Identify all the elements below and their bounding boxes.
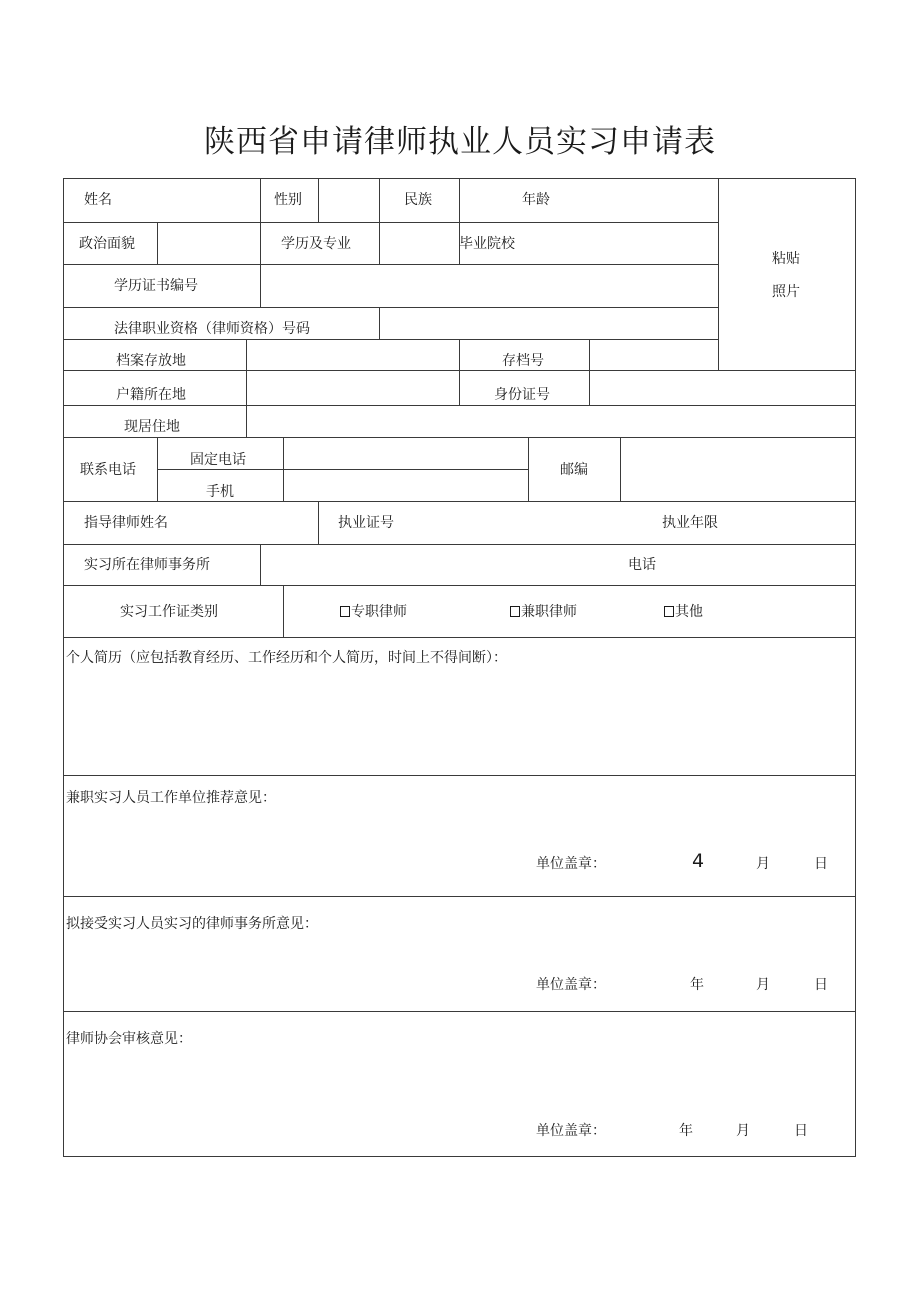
household-registration-label: 户籍所在地 (116, 387, 186, 403)
table-line (260, 222, 261, 264)
section3-seal-label: 单位盖章： (536, 1123, 606, 1139)
table-line (260, 178, 261, 222)
table-line (459, 178, 460, 222)
table-line (718, 178, 719, 370)
table-line (379, 307, 380, 339)
legal-qualification-number-label: 法律职业资格（律师资格）号码 (114, 321, 310, 337)
checkbox-icon[interactable] (664, 606, 674, 617)
gender-label: 性别 (274, 192, 302, 208)
section1-day: 日 (814, 856, 828, 872)
table-line (528, 437, 529, 501)
mentor-name-label: 指导律师姓名 (84, 515, 168, 531)
ethnicity-label: 民族 (404, 192, 432, 208)
name-label: 姓名 (84, 192, 112, 208)
mobile-label: 手机 (206, 484, 234, 500)
table-line (157, 437, 158, 501)
option-label: 其他 (675, 604, 703, 620)
table-line (379, 178, 380, 222)
section3-year: 年 (679, 1123, 693, 1139)
table-line (63, 178, 64, 1156)
section2-day: 日 (814, 977, 828, 993)
school-label: 毕业院校 (459, 236, 515, 252)
option-full-time-lawyer[interactable] (340, 604, 407, 620)
bar-association-review-label: 律师协会审核意见： (66, 1031, 192, 1047)
table-line (260, 544, 261, 585)
diploma-number-label: 学历证书编号 (114, 278, 198, 294)
internship-firm-label: 实习所在律师事务所 (84, 557, 210, 573)
section3-day: 日 (794, 1123, 808, 1139)
table-line (63, 637, 856, 638)
table-line (63, 437, 856, 438)
table-line (63, 307, 718, 308)
table-line (620, 437, 621, 501)
photo-label-line1: 粘贴 (772, 251, 800, 267)
table-line (318, 501, 319, 544)
table-line (157, 469, 528, 470)
table-line (63, 775, 856, 776)
id-number-label: 身份证号 (494, 387, 550, 403)
contact-phone-label: 联系电话 (80, 462, 136, 478)
age-label: 年龄 (522, 192, 550, 208)
table-line (459, 339, 460, 405)
photo-label-line2: 照片 (772, 284, 800, 300)
landline-label: 固定电话 (190, 452, 246, 468)
table-line (157, 222, 158, 264)
table-line (246, 339, 247, 437)
certificate-type-label: 实习工作证类别 (120, 604, 218, 620)
section2-seal-label: 单位盖章： (536, 977, 606, 993)
license-number-label: 执业证号 (338, 515, 394, 531)
option-part-time-lawyer[interactable] (510, 604, 577, 620)
table-line (63, 1011, 856, 1012)
table-line (283, 585, 284, 637)
section3-month: 月 (736, 1123, 750, 1139)
postcode-label: 邮编 (560, 462, 588, 478)
table-line (283, 437, 284, 501)
residence-label: 现居住地 (124, 419, 180, 435)
section1-year: 4 (692, 850, 705, 872)
resume-label: 个人简历（应包括教育经历、工作经历和个人简历，时间上不得间断）： (66, 650, 507, 666)
table-line (589, 339, 590, 405)
option-other[interactable] (664, 604, 703, 620)
option-label: 兼职律师 (521, 604, 577, 620)
table-line (855, 178, 856, 1156)
archive-number-label: 存档号 (502, 353, 544, 369)
table-line (63, 544, 856, 545)
table-line (63, 501, 856, 502)
law-firm-opinion-label: 拟接受实习人员实习的律师事务所意见： (66, 916, 318, 932)
table-line (379, 222, 380, 264)
checkbox-icon[interactable] (340, 606, 350, 617)
table-line (63, 585, 856, 586)
employer-recommendation-label: 兼职实习人员工作单位推荐意见： (66, 790, 276, 806)
archive-location-label: 档案存放地 (116, 353, 186, 369)
table-line (318, 178, 319, 222)
section2-year: 年 (690, 977, 704, 993)
table-line (63, 339, 718, 340)
political-status-label: 政治面貌 (79, 236, 135, 252)
table-line (260, 264, 261, 307)
table-line (63, 896, 856, 897)
option-label: 专职律师 (351, 604, 407, 620)
firm-phone-label: 电话 (628, 557, 656, 573)
section1-month: 月 (756, 856, 770, 872)
table-line (63, 264, 718, 265)
section2-month: 月 (756, 977, 770, 993)
practice-years-label: 执业年限 (662, 515, 718, 531)
page-title: 陕西省申请律师执业人员实习申请表 (204, 124, 716, 160)
section1-seal-label: 单位盖章： (536, 856, 606, 872)
table-line (63, 405, 856, 406)
table-line (63, 222, 718, 223)
education-major-label: 学历及专业 (281, 236, 351, 252)
table-line (63, 1156, 856, 1157)
checkbox-icon[interactable] (510, 606, 520, 617)
